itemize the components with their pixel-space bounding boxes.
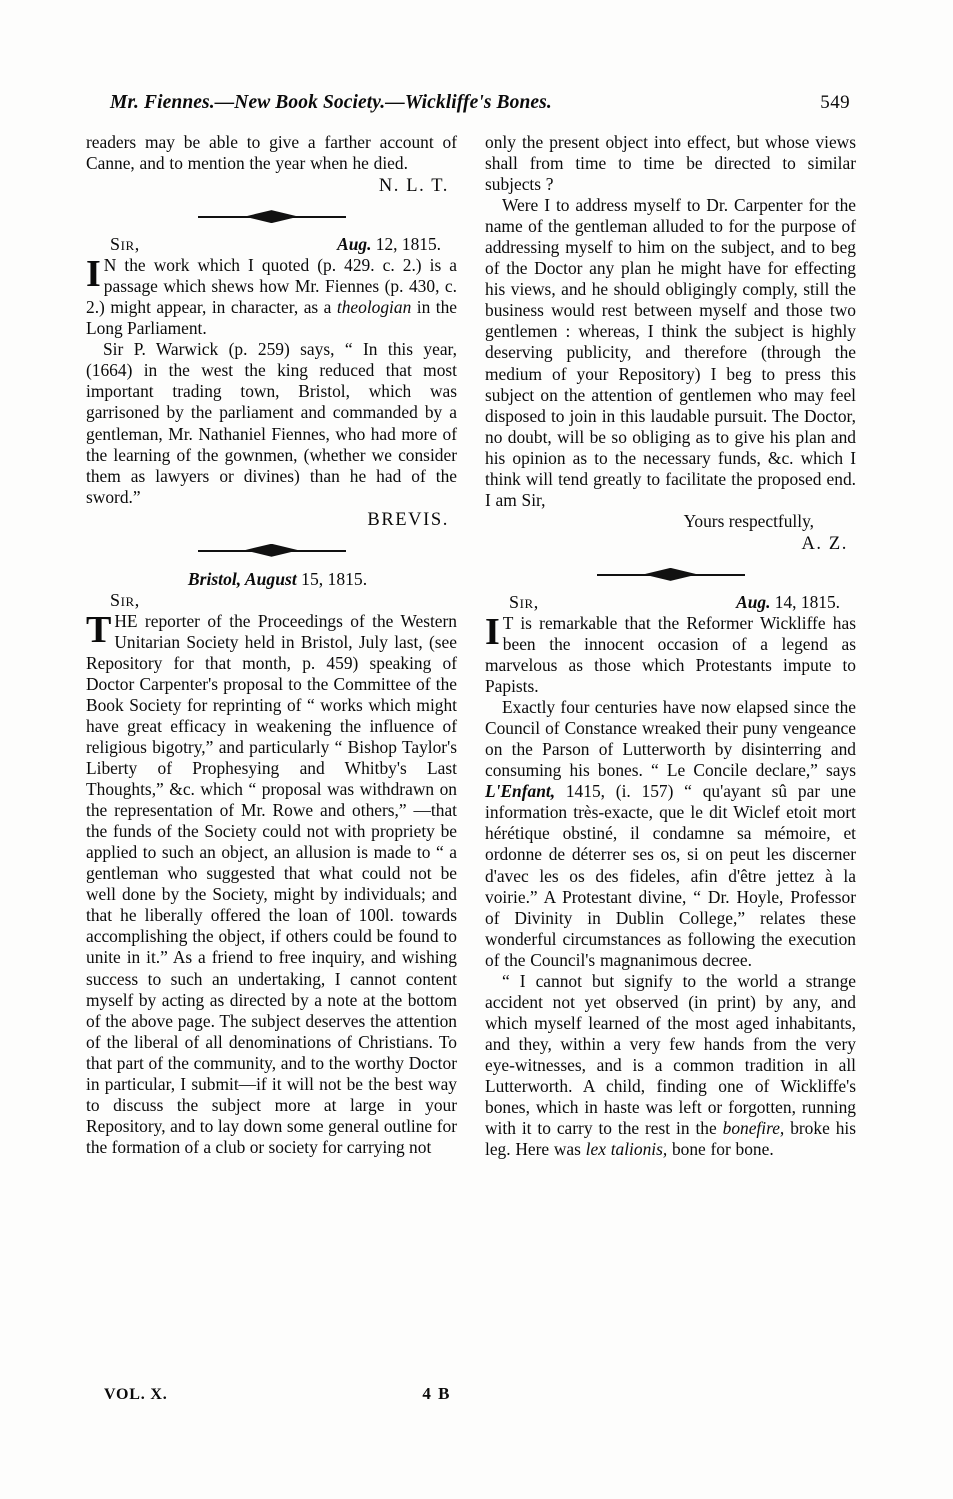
volume-label: VOL. X. xyxy=(104,1386,168,1403)
italic-bonefire: bonefire, xyxy=(722,1118,785,1139)
letter-head-wickliffe xyxy=(485,592,856,613)
wickliffe-p3-c: bone for bone. xyxy=(667,1139,774,1160)
dateline: Aug. 12, 1815. xyxy=(337,234,441,255)
bristol-body-text: HE reporter of the Proceedings of the Western Unitarian Society held in Bristol, July last, (see Repository for that month, p. 459) speaking of Doctor Carpenter's proposal to the Committee of the Book Society for reprinting of “ works which might have great efficacy in weakening the influence of religious bigotry,” and particularly “ Bishop Taylor's Liberty of Prophesying and Whitby's Last Thoughts,” &c. which “ proposal was withdrawn on the representation of Mr. Rowe and others,” —that the funds of the Society could not with propriety be applied to such an object, an allusion is made to “ a gentleman who suggested that what could not be well done by the Society, might by individuals; and that he liberally offered the loan of 100l. towards accomplishing the object, if others could be found to unite in it.” As a friend to free inquiry, and wishing success to such an undertaking, I cannot content myself by acting as directed by a note at the bottom of the above page. The subject deserves the attention of the liberal of all denominations of Christians. To that part of the community, and to the worthy Doctor in particular, I submit—if it will not be the best way to discuss the subject more at large in your Repository, and to lay down some general outline for the formation of a club or society for carrying not xyxy=(86,610,457,1157)
letter-head-brevis xyxy=(86,234,457,255)
column-right xyxy=(485,132,856,1387)
wickliffe-para1-text: T is remarkable that the Reformer Wickliffe has been the innocent occasion of a legend as marvelous as those which Protestants impute to Papists. xyxy=(485,612,856,697)
text-columns xyxy=(86,132,876,1387)
wickliffe-p2-a: Exactly four centuries have now elapsed since the Council of Constance wreaked their puny vengeance on the Parson of Lutterworth by disinterring and consuming his bones. “ Le Concile declare,” says xyxy=(485,697,856,781)
ornament-divider-2 xyxy=(86,538,457,564)
running-head-title: Mr. Fiennes.—New Book Society.—Wickliffe's Bones. xyxy=(110,92,552,113)
brevis-paragraph-1 xyxy=(86,255,457,339)
page-number: 549 xyxy=(820,92,850,113)
drop-cap-i: I xyxy=(485,610,500,653)
ornament-divider-3 xyxy=(485,562,856,588)
running-head xyxy=(110,92,850,114)
signature-az: A. Z. xyxy=(801,533,848,554)
wickliffe-p2-b: 1415, (i. 157) “ qu'ayant sû par une information très-exacte, que le dit Wiclef etoit mort hérétique obstiné, il condamne sa mémoire, et ordonne de déterrer ses os, si on peut les discerner d'avec les os des fideles, afin d'être jettez à la voirie.” A Protestant divine, “ Dr. Hoyle, Professor of Divinity in Dublin College,” relates these wonderful circumstances as following the execution of the Council's magnanimous decree. xyxy=(485,781,856,970)
wickliffe-paragraph-3 xyxy=(485,971,856,1160)
place-dateline-italic: Bristol, August xyxy=(187,568,297,589)
italic-lenfant: L'Enfant, xyxy=(485,781,556,802)
ornament-divider xyxy=(86,204,457,230)
fiennes-continued-text: readers may be able to give a farther account of Canne, and to mention the year when he died. xyxy=(86,132,457,174)
brevis-para1-text: N the work which I quoted (p. 429. c. 2.) is a passage which shews how Mr. Fiennes (p. 430, c. 2.) might appear, in character, as a theologian in the Long Parliament. xyxy=(86,255,458,339)
signature-mark: 4 B xyxy=(422,1384,451,1403)
italic-theologian: theologian xyxy=(336,297,412,318)
bristol-paragraph-2: Were I to address myself to Dr. Carpenter for the name of the gentleman alluded to for the purpose of addressing myself to him on the subject, and to beg of the Doctor any plan he might have for effecting his views, and he should obligingly comply, still the business would rest between myself and those two gentlemen : whereas, I think the subject is highly deserving publicity, and therefore (through the medium of your Repository) I beg to press this subject on the attention of gentlemen who may feel disposed to join in this laudable pursuit. The Doctor, no doubt, will be so obliging as to give his plan and his opinion as to the necessary funds, &c. which I think will tend greatly to facilitate the proposed end. I am Sir, xyxy=(485,195,856,510)
divider-lozenge xyxy=(644,568,698,581)
signature-brevis: BREVIS. xyxy=(367,509,449,530)
salutation: Sir, xyxy=(110,234,140,255)
wickliffe-paragraph-2 xyxy=(485,697,856,971)
signature-nlt: N. L. T. xyxy=(378,176,449,197)
wickliffe-p3-a: “ I cannot but signify to the world a strange accident not yet observed (in print) by any, and which myself learned of the most aged inhabitants, and they, within a very few hands from the very eye-witnesses, and is a common tradition in all Lutterworth. A child, finding one of Wickliffe's bones, which in haste was left or forgotten, running with it to carry to the rest in the xyxy=(485,970,856,1139)
wickliffe-p3-b: broke his leg. Here was xyxy=(485,1118,856,1160)
column-left xyxy=(86,132,457,1387)
drop-cap-t: T xyxy=(86,608,112,651)
dateline-month: Aug. xyxy=(736,591,771,612)
wickliffe-paragraph-1 xyxy=(485,610,856,697)
dateline: Aug. 14, 1815. xyxy=(736,591,840,612)
drop-cap-i: I xyxy=(86,253,101,296)
italic-lex-talionis: lex talionis, xyxy=(585,1139,668,1160)
salutation: Sir, xyxy=(509,591,539,612)
divider-lozenge xyxy=(245,544,299,557)
place-dateline xyxy=(86,568,457,590)
salutation-bristol: Sir, xyxy=(110,589,140,610)
bristol-letter-body xyxy=(86,608,457,1158)
divider-lozenge xyxy=(245,210,299,223)
brevis-paragraph-2: Sir P. Warwick (p. 259) says, “ In this year, (1664) in the west the king reduced that most important trading town, Bristol, which was garrisoned by the parliament and commanded by a gentleman, Mr. Nathaniel Fiennes, who had more of the learning of the gownmen, (whether we consider them as lawyers or divines) than he had of the sword.” xyxy=(86,339,457,507)
dateline-month: Aug. xyxy=(337,234,372,255)
bristol-continued-text: only the present object into effect, but whose views shall from time to time be directed to similar subjects ? xyxy=(485,132,856,195)
closing-line: Yours respectfully, xyxy=(683,510,814,531)
place-dateline-roman: 15, 1815. xyxy=(301,568,368,589)
page-footer xyxy=(86,1384,457,1404)
